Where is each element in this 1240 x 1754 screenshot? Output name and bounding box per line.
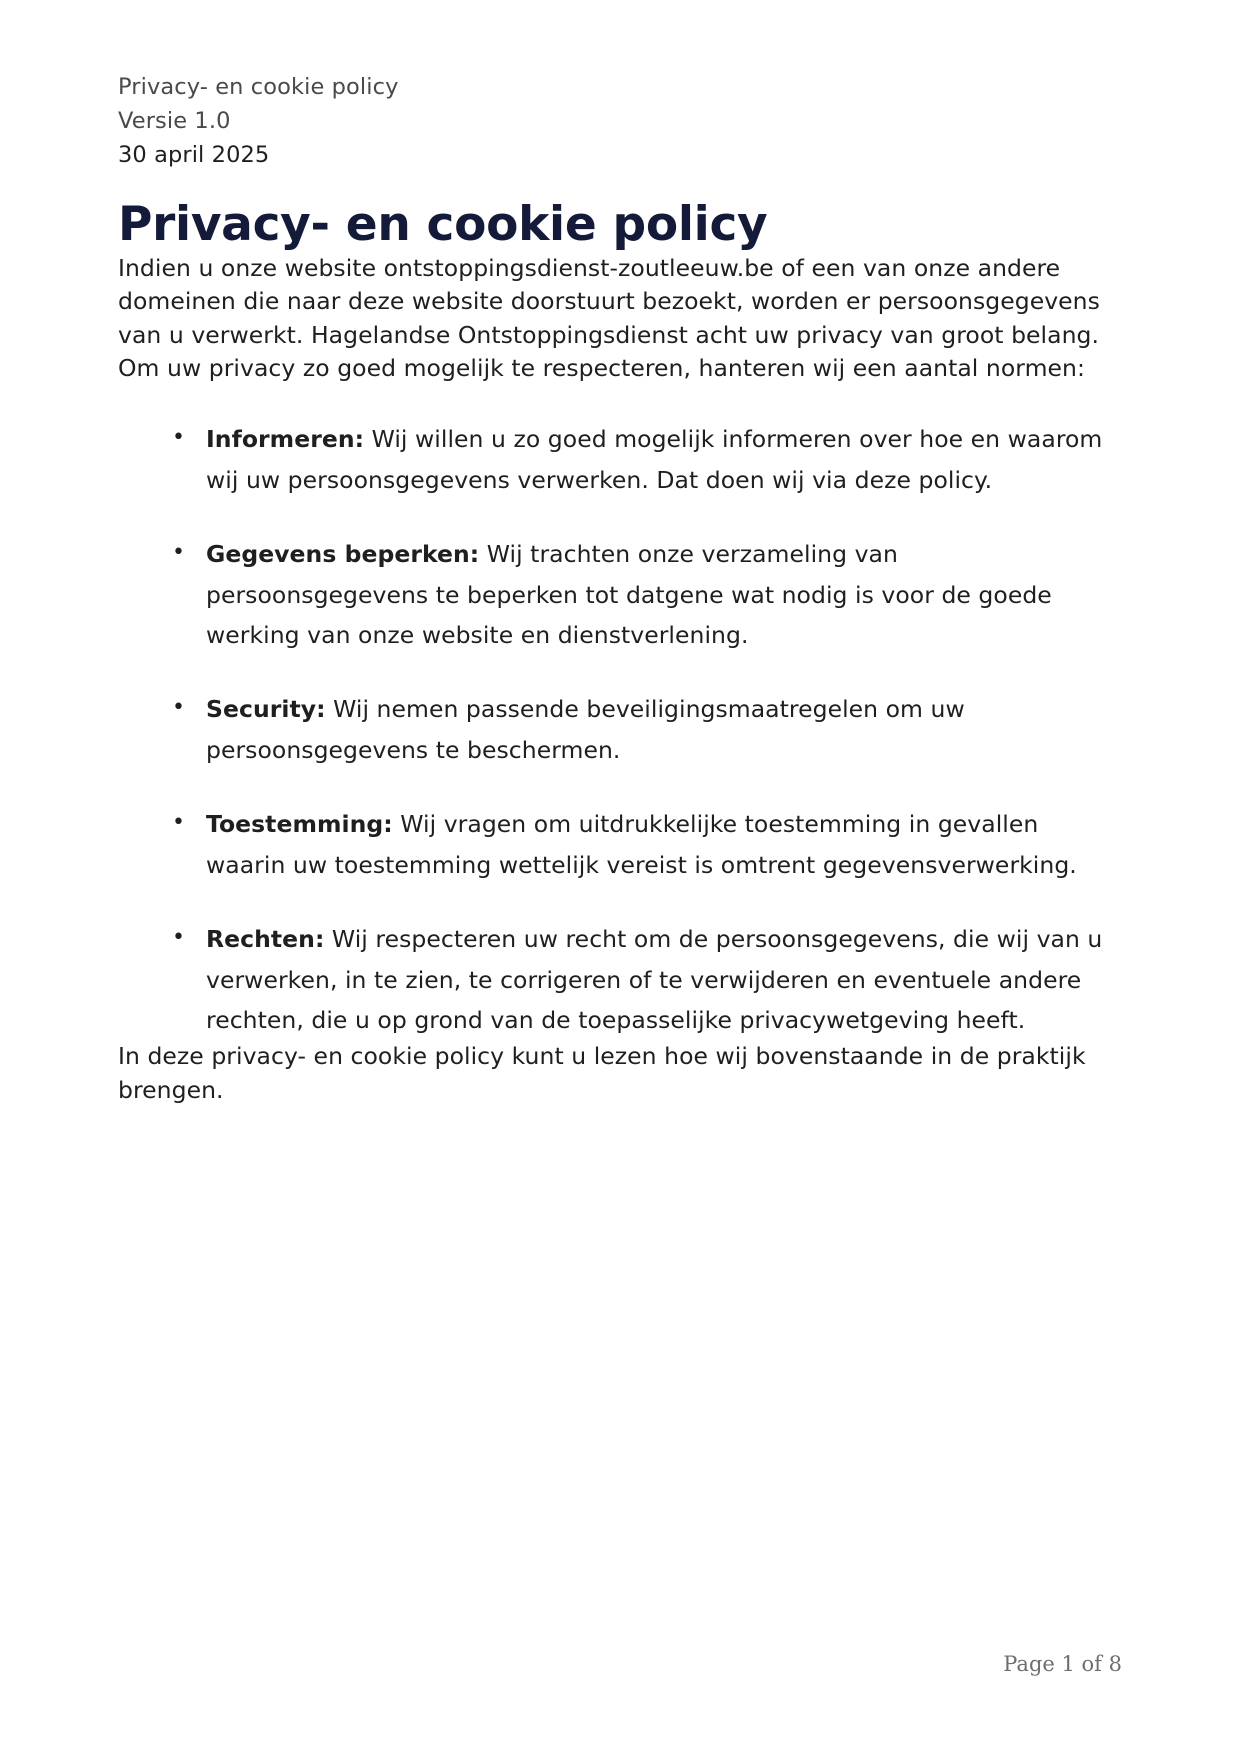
list-item-text: Wij respecteren uw recht om de persoonsgegevens, die wij van u verwerken, in te zien, te corrigeren of te verwijderen en eventuele andere rechten, die u op grond van de toepasselijke privacywetgeving heeft. [206,925,1103,1034]
header-version: Versie 1.0 [118,108,231,135]
closing-paragraph: In deze privacy- en cookie policy kunt u lezen hoe wij bovenstaande in de praktijk brengen. [118,1042,1086,1104]
norms-lead-paragraph: Om uw privacy zo goed mogelijk te respecteren, hanteren wij een aantal normen: [118,354,1085,383]
bullet-icon: • [172,695,186,721]
document-header [118,70,1122,173]
list-item-lead: Informeren: [206,425,365,454]
list-item [164,919,1122,1040]
list-item [164,804,1122,885]
intro-paragraph: Indien u onze website ontstoppingsdienst-zoutleeuw.be of een van onze andere domeinen die naar deze website doorstuurt bezoekt, worden er persoonsgegevens van u verwerkt. Hagelandse Ontstoppingsdienst acht uw privacy van groot belang. [118,254,1100,349]
bullet-icon: • [172,925,186,951]
bullet-icon: • [172,540,186,566]
list-item [164,419,1122,500]
list-item-lead: Rechten: [206,925,325,954]
header-doc-label: Privacy- en cookie policy [118,74,399,100]
list-item-text: Wij vragen om uitdrukkelijke toestemming in gevallen waarin uw toestemming wettelijk vereist is omtrent gegevensverwerking. [206,810,1077,879]
header-date: 30 april 2025 [118,142,270,169]
page-number-footer: Page 1 of 8 [1003,1652,1122,1676]
list-item-text: Wij trachten onze verzameling van persoonsgegevens te beperken tot datgene wat nodig is voor de goede werking van onze website en dienstverlening. [206,540,1052,650]
list-item [164,689,1122,770]
list-item [164,534,1122,655]
norms-list [118,419,1122,1040]
list-item-lead: Security: [206,695,326,724]
list-item-text: Wij nemen passende beveiligingsmaatregelen om uw persoonsgegevens te beschermen. [206,695,965,764]
list-item-lead: Toestemming: [206,810,393,839]
page-title: Privacy- en cookie policy [118,196,768,252]
bullet-icon: • [172,425,186,451]
list-item-lead: Gegevens beperken: [206,540,480,569]
list-item-text: Wij willen u zo goed mogelijk informeren over hoe en waarom wij uw persoonsgegevens verwerken. Dat doen wij via deze policy. [206,425,1103,494]
bullet-icon: • [172,810,186,836]
